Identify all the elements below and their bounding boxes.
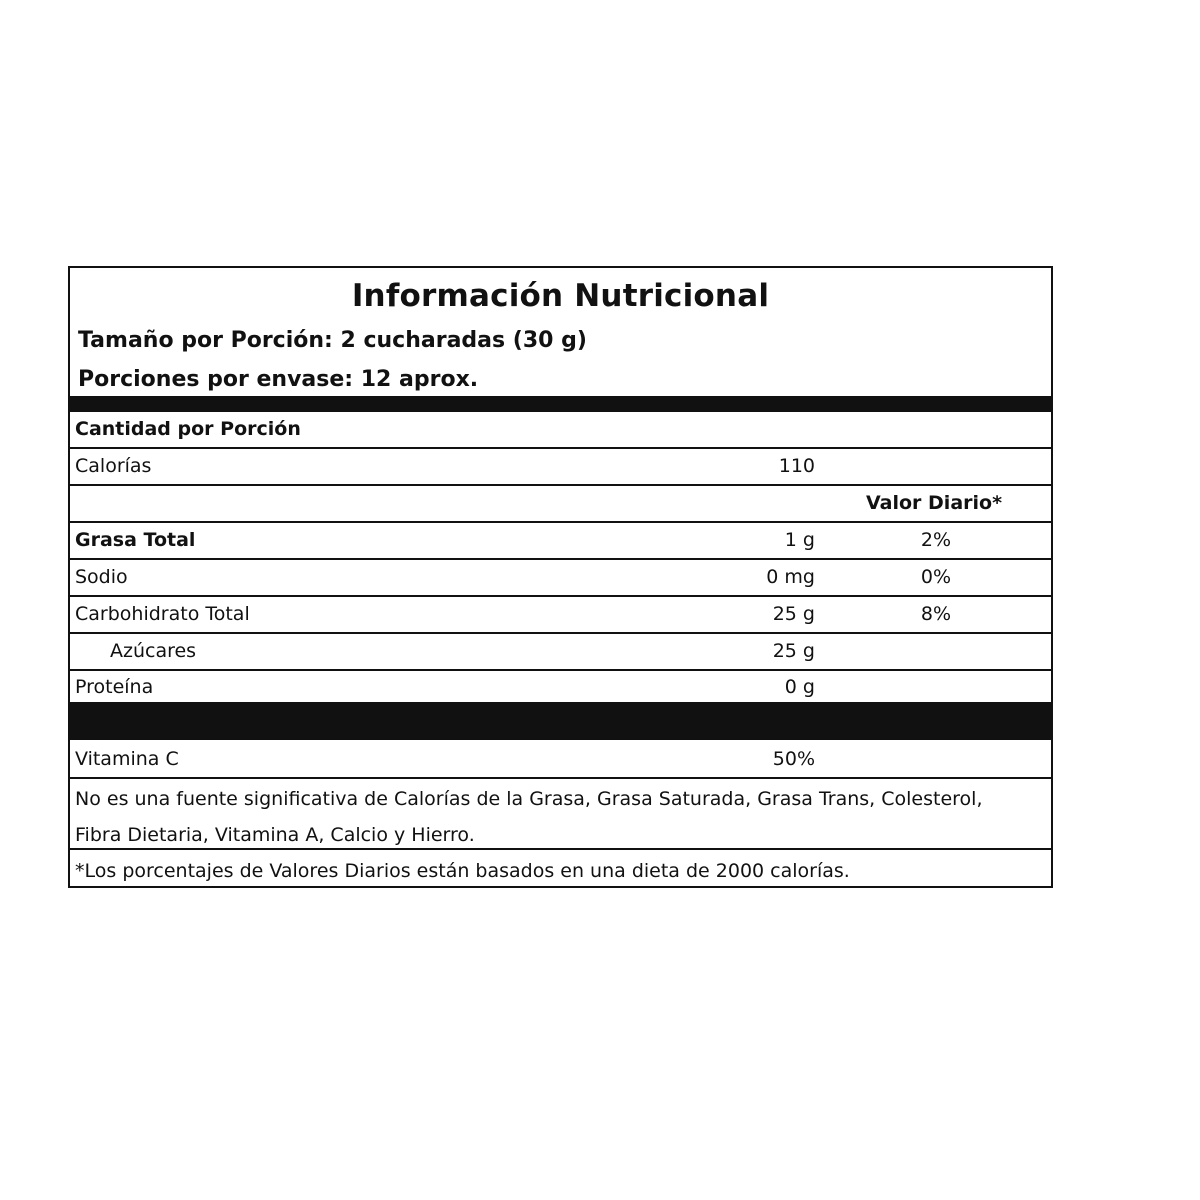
nutrient-amount: 0 g [784, 676, 815, 698]
nutrient-amount: 25 g [772, 603, 815, 625]
note-divider [70, 848, 1051, 850]
nutrient-row-carbohidrato-total [70, 597, 1051, 634]
nutrient-row-sodio [70, 560, 1051, 597]
nutrient-row-proteina [70, 670, 1051, 705]
nutrient-row-azucares [70, 634, 1051, 671]
nutrition-facts-label [68, 266, 1053, 888]
thick-divider [70, 396, 1051, 412]
nutrient-amount: 0 mg [766, 566, 815, 588]
nutrient-name: Azúcares [110, 640, 197, 662]
nutrient-row-grasa-total [70, 523, 1051, 560]
daily-value-footnote: *Los porcentajes de Valores Diarios están basados en una dieta de 2000 calorías. [75, 860, 850, 882]
not-significant-note: No es una fuente significativa de Calorías de la Grasa, Grasa Saturada, Grasa Trans, Colesterol, Fibra Dietaria, Vitamina A, Calcio y Hierro. [75, 788, 983, 846]
calories-row [70, 449, 1051, 486]
nutrient-name: Proteína [75, 676, 154, 698]
vitamin-row-vitamina-c [70, 742, 1051, 779]
vitamin-amount: 50% [772, 748, 815, 770]
serving-size: Tamaño por Porción: 2 cucharadas (30 g) [78, 328, 587, 353]
calories-value: 110 [778, 455, 815, 477]
vitamin-divider [70, 702, 1051, 740]
nutrient-name: Sodio [75, 566, 128, 588]
label-title: Información Nutricional [351, 278, 770, 314]
amount-per-serving-label: Cantidad por Porción [75, 418, 301, 440]
nutrient-daily-value: 8% [920, 603, 952, 625]
daily-value-header: Valor Diario* [866, 492, 1003, 514]
nutrient-name: Grasa Total [75, 529, 196, 551]
calories-label: Calorías [75, 455, 152, 477]
nutrient-daily-value: 0% [920, 566, 952, 588]
nutrient-daily-value: 2% [920, 529, 952, 551]
daily-value-header-row [70, 486, 1051, 523]
amount-per-serving-row [70, 412, 1051, 449]
nutrient-amount: 25 g [772, 640, 815, 662]
vitamin-name: Vitamina C [75, 748, 179, 770]
nutrient-name: Carbohidrato Total [75, 603, 250, 625]
nutrient-amount: 1 g [784, 529, 815, 551]
servings-per-container: Porciones por envase: 12 aprox. [78, 367, 479, 392]
